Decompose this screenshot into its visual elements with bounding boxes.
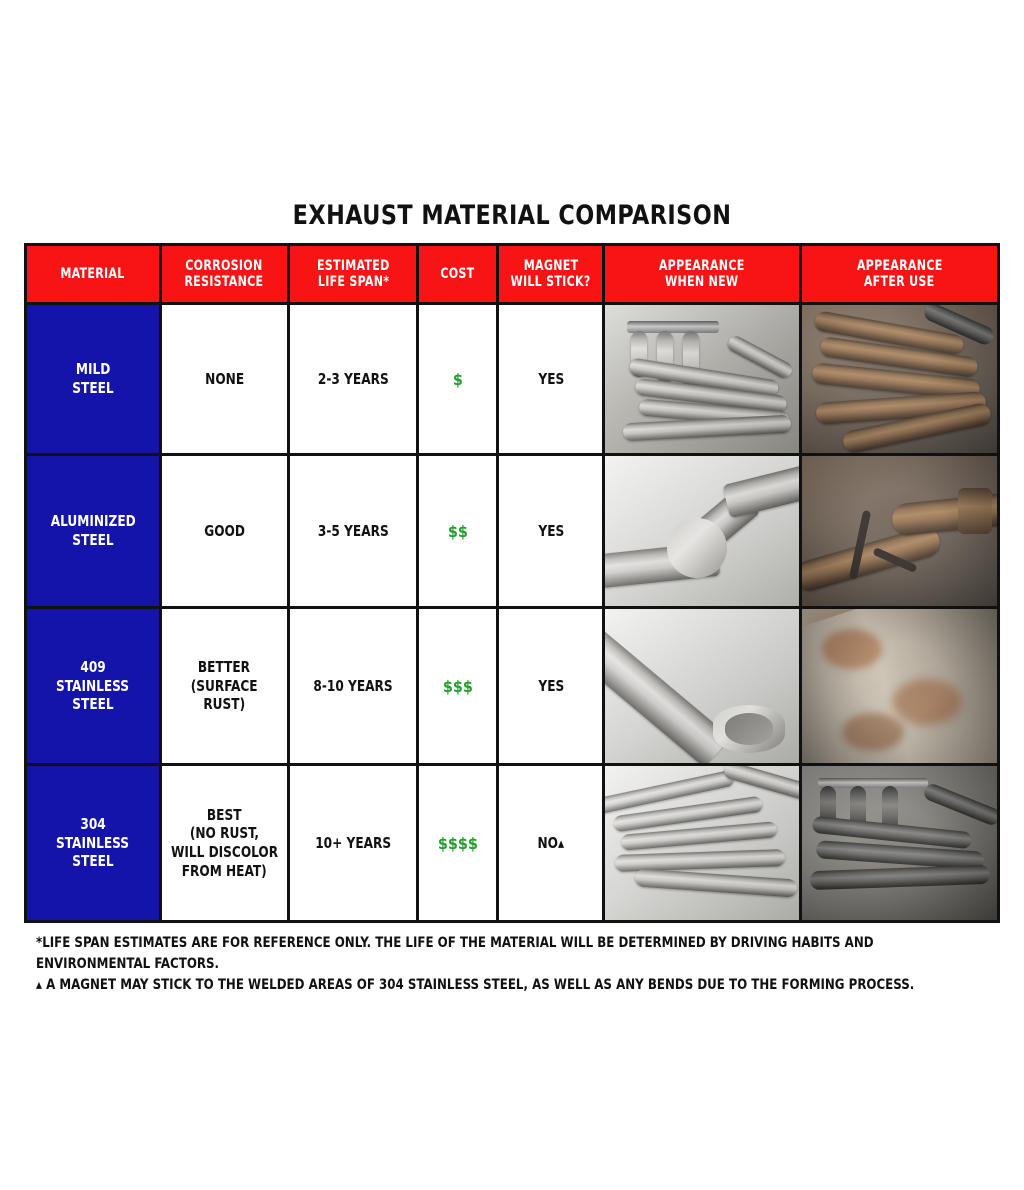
photo-new-304-stainless-steel — [604, 765, 800, 922]
photo-used-304-stainless-steel — [800, 765, 998, 922]
column-header-corrosion — [160, 245, 288, 304]
cost-cell-aluminized-steel — [418, 455, 498, 608]
material-line3: STEEL — [72, 695, 114, 714]
material-cell-409-stainless-steel — [26, 608, 161, 765]
comparison-chart — [24, 200, 1000, 996]
mild-steel-new-headers-image — [605, 305, 798, 453]
photo-new-aluminized-steel — [604, 455, 800, 608]
lifespan-value: 2-3 YEARS — [317, 369, 389, 388]
material-line2: STEEL — [72, 379, 114, 397]
lifespan-value: 3-5 YEARS — [317, 521, 389, 540]
material-line1: MILD — [75, 360, 110, 379]
table-header — [26, 245, 999, 304]
lifespan-cell-aluminized-steel — [288, 455, 417, 608]
footnote-magnet: ▴ A MAGNET MAY STICK TO THE WELDED AREAS OF 304 STAINLESS STEEL, AS WELL AS ANY BENDS DUE TO THE FORMING PROCESS. — [36, 977, 915, 993]
cost-cell-mild-steel — [418, 304, 498, 455]
material-cell-mild-steel — [26, 304, 161, 455]
material-cell-aluminized-steel — [26, 455, 161, 608]
corrosion-cell-304-stainless-steel — [160, 765, 288, 922]
footnotes — [24, 933, 1000, 996]
corrosion-value: GOOD — [203, 521, 245, 540]
header-label-lifespan-line2: LIFE SPAN* — [317, 274, 389, 290]
lifespan-cell-409-stainless-steel — [288, 608, 417, 765]
cost-value: $$ — [447, 521, 468, 541]
material-line1: ALUMINIZED — [50, 512, 136, 531]
magnet-cell-304-stainless-steel — [498, 765, 604, 922]
lifespan-cell-mild-steel — [288, 304, 417, 455]
cost-value: $$$ — [442, 676, 473, 696]
corrosion-line3: WILL DISCOLOR — [170, 843, 278, 861]
material-line3: STEEL — [72, 852, 114, 871]
cost-cell-304-stainless-steel — [418, 765, 498, 922]
material-line1: 409 — [80, 657, 106, 676]
header-label-appearance-new-line2: WHEN NEW — [665, 274, 739, 290]
stainless-304-new-headers-image — [605, 766, 798, 920]
column-header-appearance-used — [800, 245, 998, 304]
corrosion-cell-mild-steel — [160, 304, 288, 455]
corrosion-line2: (SURFACE — [190, 676, 258, 695]
photo-new-409-stainless-steel — [604, 608, 800, 765]
page-title: EXHAUST MATERIAL COMPARISON — [292, 200, 732, 231]
header-label-magnet-line1: MAGNET — [523, 257, 579, 274]
header-label-magnet-line2: WILL STICK? — [510, 274, 591, 290]
exhaust-material-comparison-table — [24, 243, 1000, 923]
corrosion-line1: BEST — [206, 805, 242, 824]
table-row — [26, 608, 999, 765]
material-cell-304-stainless-steel — [26, 765, 161, 922]
header-label-appearance-used-line1: APPEARANCE — [856, 257, 943, 274]
corrosion-line3: RUST) — [203, 695, 246, 714]
material-line2: STEEL — [72, 531, 114, 549]
material-line2: STAINLESS — [56, 833, 130, 852]
column-header-material — [26, 245, 161, 304]
corrosion-value: NONE — [204, 369, 244, 388]
header-label-appearance-new-line1: APPEARANCE — [659, 257, 745, 274]
photo-used-mild-steel — [800, 304, 998, 455]
column-header-magnet — [498, 245, 604, 304]
header-label-lifespan-line1: ESTIMATED — [316, 257, 390, 274]
stainless-409-new-tube-image — [605, 609, 798, 763]
photo-used-aluminized-steel — [800, 455, 998, 608]
header-label-corrosion-line2: RESISTANCE — [184, 274, 264, 290]
lifespan-value: 10+ YEARS — [315, 833, 392, 852]
corrosion-line4: FROM HEAT) — [181, 861, 267, 880]
magnet-cell-409-stainless-steel — [498, 608, 604, 765]
aluminized-steel-used-pipe-image — [802, 456, 997, 606]
header-row — [26, 245, 999, 304]
cost-value: $ — [452, 369, 463, 389]
lifespan-cell-304-stainless-steel — [288, 765, 417, 922]
table-row — [26, 304, 999, 455]
material-line2: STAINLESS — [56, 676, 130, 695]
material-line1: 304 — [80, 814, 106, 833]
cost-cell-409-stainless-steel — [418, 608, 498, 765]
column-header-lifespan — [288, 245, 417, 304]
cost-value: $$$$ — [437, 833, 478, 853]
magnet-value: NO▴ — [537, 833, 565, 852]
stainless-409-used-surface-rust-image — [802, 609, 997, 763]
header-label-corrosion-line1: CORROSION — [185, 257, 263, 274]
photo-new-mild-steel — [604, 304, 800, 455]
magnet-value: YES — [537, 521, 564, 540]
mild-steel-used-headers-image — [802, 305, 997, 453]
lifespan-value: 8-10 YEARS — [313, 676, 393, 695]
header-label-appearance-used-line2: AFTER USE — [864, 274, 935, 290]
aluminized-steel-new-tube-image — [605, 456, 798, 606]
magnet-value: YES — [537, 369, 564, 388]
column-header-appearance-new — [604, 245, 800, 304]
table-row — [26, 455, 999, 608]
corrosion-line2: (NO RUST, — [189, 824, 259, 843]
corrosion-cell-aluminized-steel — [160, 455, 288, 608]
magnet-cell-aluminized-steel — [498, 455, 604, 608]
photo-used-409-stainless-steel — [800, 608, 998, 765]
corrosion-cell-409-stainless-steel — [160, 608, 288, 765]
magnet-cell-mild-steel — [498, 304, 604, 455]
table-row — [26, 765, 999, 922]
footnote-lifespan: *LIFE SPAN ESTIMATES ARE FOR REFERENCE ONLY. THE LIFE OF THE MATERIAL WILL BE DETERMINED BY DRIVING HABITS AND ENVIRONMENTAL FACTORS. — [36, 935, 874, 972]
magnet-value: YES — [537, 676, 564, 695]
header-label-material: MATERIAL — [60, 265, 125, 282]
table-body — [26, 304, 999, 922]
corrosion-line1: BETTER — [198, 657, 251, 676]
header-label-cost: COST — [440, 265, 475, 282]
stainless-304-used-headers-image — [802, 766, 997, 920]
column-header-cost — [418, 245, 498, 304]
